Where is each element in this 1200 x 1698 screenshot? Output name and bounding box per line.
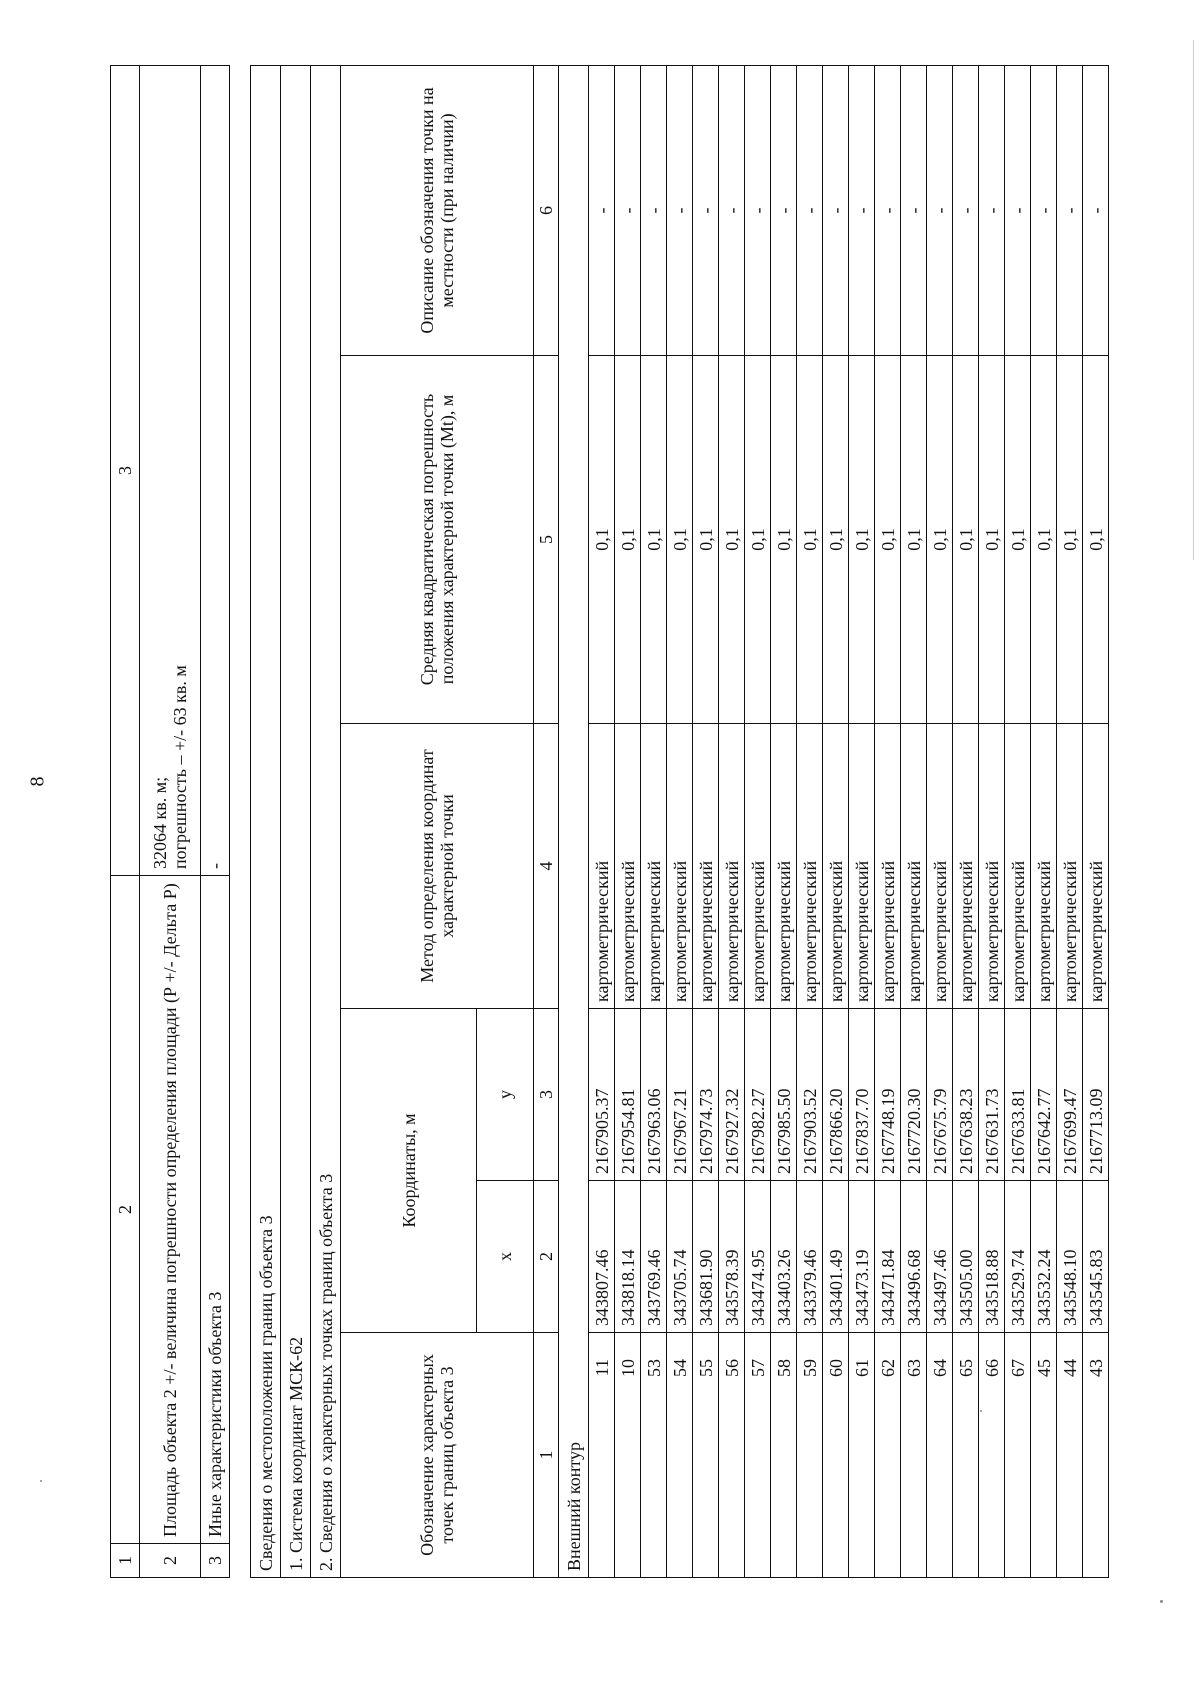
point-description: - xyxy=(589,65,615,355)
col-number: 4 xyxy=(534,724,559,1009)
rotated-document-content xyxy=(110,66,1106,1578)
table-a-header-row xyxy=(111,66,140,1578)
point-error: 0,1 xyxy=(615,356,641,724)
point-description: - xyxy=(823,65,849,355)
point-y: 2167633.81 xyxy=(1005,1009,1031,1181)
point-method: картометрический xyxy=(615,724,641,1009)
point-y: 2167967.21 xyxy=(667,1009,693,1181)
coordinate-system: 1. Система координат МСК-62 xyxy=(281,65,311,1577)
points-body xyxy=(589,65,1109,1577)
point-y: 2167985.50 xyxy=(771,1009,797,1181)
point-description: - xyxy=(1031,65,1057,355)
point-x: 343379.46 xyxy=(797,1181,823,1333)
table-row xyxy=(797,65,823,1577)
point-method: картометрический xyxy=(927,724,953,1009)
section-title: Сведения о местоположении границ объекта 3 xyxy=(251,65,281,1577)
point-description: - xyxy=(615,65,641,355)
point-method: картометрический xyxy=(667,724,693,1009)
point-x: 343518.88 xyxy=(979,1181,1005,1333)
table-row xyxy=(771,65,797,1577)
point-description: - xyxy=(875,65,901,355)
point-id: 60 xyxy=(823,1333,849,1578)
point-description: - xyxy=(927,65,953,355)
point-error: 0,1 xyxy=(979,356,1005,724)
point-id: 56 xyxy=(719,1333,745,1578)
table-row xyxy=(667,65,693,1577)
table-row xyxy=(745,65,771,1577)
other-characteristics-value: - xyxy=(201,66,230,876)
point-y: 2167982.27 xyxy=(745,1009,771,1181)
point-error: 0,1 xyxy=(1031,356,1057,724)
point-id: 66 xyxy=(979,1333,1005,1578)
point-x: 343578.39 xyxy=(719,1181,745,1333)
point-id: 43 xyxy=(1083,1333,1109,1578)
point-y: 2167631.73 xyxy=(979,1009,1005,1181)
point-y: 2167720.30 xyxy=(901,1009,927,1181)
point-x: 343403.26 xyxy=(771,1181,797,1333)
header-point-designation: Обозначение характерных точек границ объекта 3 xyxy=(341,1333,534,1578)
point-description: - xyxy=(953,65,979,355)
scan-edge-line xyxy=(1193,40,1194,560)
point-x: 343681.90 xyxy=(693,1181,719,1333)
area-error-line: погрешность – +/- 63 кв. м xyxy=(170,665,190,869)
point-method: картометрический xyxy=(875,724,901,1009)
point-description: - xyxy=(771,65,797,355)
point-error: 0,1 xyxy=(667,356,693,724)
point-description: - xyxy=(1057,65,1083,355)
table-row xyxy=(979,65,1005,1577)
point-y: 2167954.81 xyxy=(615,1009,641,1181)
point-id: 55 xyxy=(693,1333,719,1578)
point-description: - xyxy=(1005,65,1031,355)
point-id: 54 xyxy=(667,1333,693,1578)
point-error: 0,1 xyxy=(953,356,979,724)
point-error: 0,1 xyxy=(693,356,719,724)
point-id: 11 xyxy=(589,1333,615,1578)
point-error: 0,1 xyxy=(589,356,615,724)
header-coordinates: Координаты, м xyxy=(341,1009,477,1333)
point-y: 2167837.70 xyxy=(849,1009,875,1181)
area-label: Площадь объекта 2 +/- величина погрешности определения площади (Р +/- Дельта Р) xyxy=(140,876,201,1544)
table-row xyxy=(693,65,719,1577)
point-id: 10 xyxy=(615,1333,641,1578)
header-method: Метод определения координат характерной точки xyxy=(341,724,534,1009)
point-description: - xyxy=(797,65,823,355)
point-method: картометрический xyxy=(745,724,771,1009)
table-row xyxy=(875,65,901,1577)
header-error: Средняя квадратическая погрешность положения характерной точки (Mt), м xyxy=(341,356,534,724)
point-y: 2167903.52 xyxy=(797,1009,823,1181)
col-number: 3 xyxy=(111,66,140,876)
point-y: 2167638.23 xyxy=(953,1009,979,1181)
point-x: 343545.83 xyxy=(1083,1181,1109,1333)
table-row xyxy=(953,65,979,1577)
point-method: картометрический xyxy=(1057,724,1083,1009)
boundary-points-table xyxy=(250,65,1109,1578)
table-row xyxy=(615,65,641,1577)
point-id: 64 xyxy=(927,1333,953,1578)
table-row xyxy=(1031,65,1057,1577)
point-id: 53 xyxy=(641,1333,667,1578)
table-row xyxy=(140,66,201,1578)
contour-label: Внешний контур xyxy=(559,65,589,1577)
point-id: 45 xyxy=(1031,1333,1057,1578)
scan-speck xyxy=(1160,1600,1163,1603)
point-y: 2167699.47 xyxy=(1057,1009,1083,1181)
point-method: картометрический xyxy=(1083,724,1109,1009)
point-y: 2167713.09 xyxy=(1083,1009,1109,1181)
col-number: 3 xyxy=(534,1009,559,1181)
table-row xyxy=(589,65,615,1577)
point-id: 67 xyxy=(1005,1333,1031,1578)
object-characteristics-table xyxy=(110,65,230,1578)
header-x: х xyxy=(477,1181,534,1333)
point-method: картометрический xyxy=(823,724,849,1009)
point-description: - xyxy=(745,65,771,355)
col-number: 6 xyxy=(534,65,559,355)
point-method: картометрический xyxy=(849,724,875,1009)
point-method: картометрический xyxy=(1031,724,1057,1009)
table-row xyxy=(1083,65,1109,1577)
point-method: картометрический xyxy=(979,724,1005,1009)
point-x: 343529.74 xyxy=(1005,1181,1031,1333)
point-error: 0,1 xyxy=(1057,356,1083,724)
point-method: картометрический xyxy=(771,724,797,1009)
point-description: - xyxy=(901,65,927,355)
other-characteristics-label: Иные характеристики объекта 3 xyxy=(201,876,230,1544)
point-method: картометрический xyxy=(693,724,719,1009)
section-title-row xyxy=(251,65,281,1577)
col-number: 1 xyxy=(534,1333,559,1578)
point-description: - xyxy=(667,65,693,355)
point-error: 0,1 xyxy=(875,356,901,724)
point-error: 0,1 xyxy=(1083,356,1109,724)
point-x: 343496.68 xyxy=(901,1181,927,1333)
contour-label-row xyxy=(559,65,589,1577)
row-number: 3 xyxy=(201,1544,230,1578)
table-row xyxy=(927,65,953,1577)
point-id: 62 xyxy=(875,1333,901,1578)
table-row xyxy=(201,66,230,1578)
point-method: картометрический xyxy=(589,724,615,1009)
point-x: 343401.49 xyxy=(823,1181,849,1333)
column-numbers-row xyxy=(534,65,559,1577)
point-error: 0,1 xyxy=(823,356,849,724)
point-description: - xyxy=(849,65,875,355)
point-error: 0,1 xyxy=(771,356,797,724)
table-row xyxy=(719,65,745,1577)
area-value-line: 32064 кв. м; xyxy=(150,776,170,869)
point-x: 343532.24 xyxy=(1031,1181,1057,1333)
point-y: 2167974.73 xyxy=(693,1009,719,1181)
header-description: Описание обозначения точки на местности (при наличии) xyxy=(341,65,534,355)
point-method: картометрический xyxy=(1005,724,1031,1009)
point-x: 343497.46 xyxy=(927,1181,953,1333)
point-y: 2167642.77 xyxy=(1031,1009,1057,1181)
point-y: 2167748.19 xyxy=(875,1009,901,1181)
col-number: 2 xyxy=(111,876,140,1544)
scan-speck xyxy=(40,1480,42,1482)
point-x: 343818.14 xyxy=(615,1181,641,1333)
point-description: - xyxy=(641,65,667,355)
page-number: 8 xyxy=(26,776,49,787)
point-description: - xyxy=(719,65,745,355)
table-row xyxy=(849,65,875,1577)
point-y: 2167927.32 xyxy=(719,1009,745,1181)
point-error: 0,1 xyxy=(719,356,745,724)
point-error: 0,1 xyxy=(797,356,823,724)
point-id: 65 xyxy=(953,1333,979,1578)
point-y: 2167963.06 xyxy=(641,1009,667,1181)
point-x: 343505.00 xyxy=(953,1181,979,1333)
points-info-row xyxy=(311,65,341,1577)
point-x: 343705.74 xyxy=(667,1181,693,1333)
coordinate-system-row xyxy=(281,65,311,1577)
point-error: 0,1 xyxy=(1005,356,1031,724)
table-row xyxy=(823,65,849,1577)
point-error: 0,1 xyxy=(927,356,953,724)
point-description: - xyxy=(979,65,1005,355)
point-x: 343548.10 xyxy=(1057,1181,1083,1333)
point-method: картометрический xyxy=(797,724,823,1009)
point-y: 2167866.20 xyxy=(823,1009,849,1181)
point-error: 0,1 xyxy=(745,356,771,724)
point-id: 44 xyxy=(1057,1333,1083,1578)
table-row xyxy=(1057,65,1083,1577)
table-b-header-row xyxy=(341,65,477,1577)
point-x: 343473.19 xyxy=(849,1181,875,1333)
table-row xyxy=(641,65,667,1577)
point-id: 58 xyxy=(771,1333,797,1578)
point-x: 343807.46 xyxy=(589,1181,615,1333)
table-row xyxy=(901,65,927,1577)
point-id: 63 xyxy=(901,1333,927,1578)
col-number: 2 xyxy=(534,1181,559,1333)
point-y: 2167905.37 xyxy=(589,1009,615,1181)
point-x: 343769.46 xyxy=(641,1181,667,1333)
col-number: 1 xyxy=(111,1544,140,1578)
point-error: 0,1 xyxy=(641,356,667,724)
point-method: картометрический xyxy=(901,724,927,1009)
point-id: 59 xyxy=(797,1333,823,1578)
point-method: картометрический xyxy=(641,724,667,1009)
point-description: - xyxy=(693,65,719,355)
points-info-title: 2. Сведения о характерных точках границ объекта 3 xyxy=(311,65,341,1577)
area-value xyxy=(140,66,201,876)
point-x: 343471.84 xyxy=(875,1181,901,1333)
point-error: 0,1 xyxy=(849,356,875,724)
point-id: 61 xyxy=(849,1333,875,1578)
point-y: 2167675.79 xyxy=(927,1009,953,1181)
point-method: картометрический xyxy=(953,724,979,1009)
point-method: картометрический xyxy=(719,724,745,1009)
col-number: 5 xyxy=(534,356,559,724)
table-row xyxy=(1005,65,1031,1577)
point-x: 343474.95 xyxy=(745,1181,771,1333)
point-id: 57 xyxy=(745,1333,771,1578)
point-error: 0,1 xyxy=(901,356,927,724)
row-number: 2 xyxy=(140,1544,201,1578)
header-y: у xyxy=(477,1009,534,1181)
point-description: - xyxy=(1083,65,1109,355)
